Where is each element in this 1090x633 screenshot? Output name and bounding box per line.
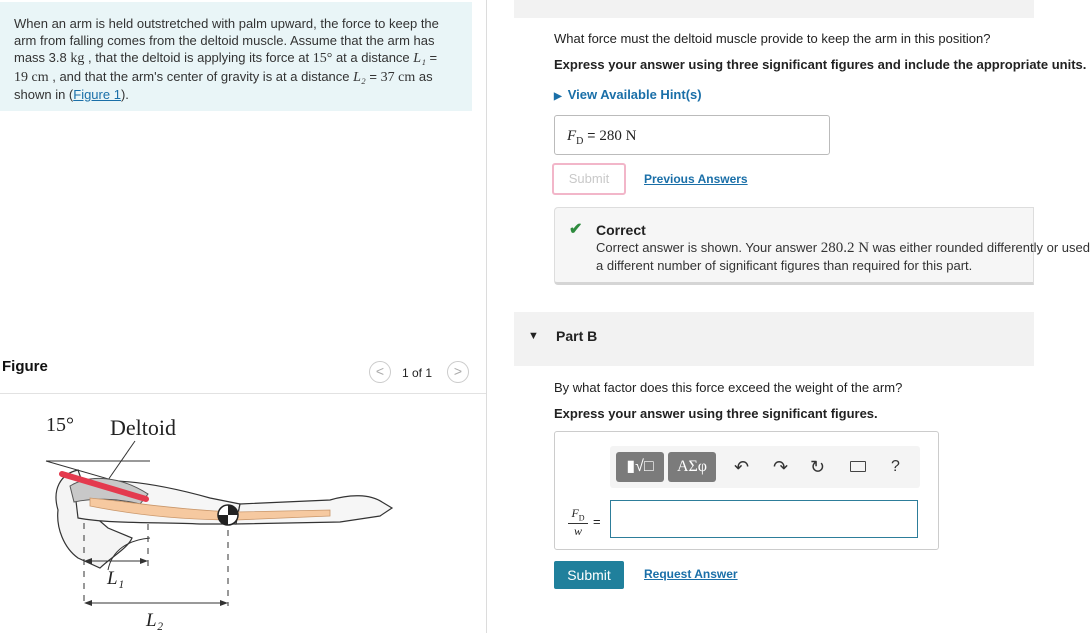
equals-sign: = (583, 127, 600, 143)
text: as (415, 68, 433, 84)
caret-right-icon: ▶ (554, 91, 562, 102)
previous-answers-link[interactable]: Previous Answers (644, 172, 748, 186)
request-answer-link[interactable]: Request Answer (644, 567, 738, 581)
fraction-denominator: w (573, 524, 582, 539)
figure-link[interactable]: Figure 1 (73, 86, 121, 102)
problem-statement (0, 2, 472, 111)
var-l2: L₂ (353, 69, 366, 85)
problem-line-5 (14, 86, 458, 103)
l2-value: 37 cm (380, 69, 416, 85)
feedback-title: Correct (596, 222, 646, 238)
keyboard-icon[interactable] (850, 461, 866, 472)
reset-icon[interactable]: ↻ (810, 457, 826, 477)
text: at a distance (332, 50, 414, 66)
divider (0, 393, 486, 394)
part-b-header[interactable] (514, 312, 1034, 366)
unit-kg: kg (70, 51, 85, 67)
editor-toolbar (610, 446, 920, 488)
text: = (365, 68, 381, 84)
deltoid-label: Deltoid (110, 415, 176, 440)
var-l1: L₁ (413, 51, 426, 67)
undo-icon[interactable]: ↶ (734, 457, 750, 477)
submitted-value: 280.2 N (820, 240, 870, 256)
part-b-title: Part B (556, 328, 598, 344)
right-panel (487, 0, 1090, 633)
l1-value: 19 cm (14, 69, 49, 85)
figure-title: Figure (2, 358, 48, 375)
part-b-answer-input[interactable] (610, 500, 918, 538)
problem-line-2: arm from falling comes from the deltoid muscle. Assume that the arm has (14, 33, 435, 49)
view-hints-link[interactable] (554, 87, 702, 102)
arrowhead (220, 600, 228, 606)
answer-variable (567, 128, 584, 147)
forearm (236, 496, 392, 524)
redo-icon[interactable]: ↷ (773, 457, 789, 477)
part-b-instruction: Express your answer using three significant figures. (554, 406, 878, 421)
text: ). (120, 86, 129, 102)
top-band (514, 0, 1034, 18)
greek-symbols-button[interactable]: ΑΣφ (668, 452, 716, 482)
figure-pager-text: 1 of 1 (402, 366, 433, 380)
angle-value: 15° (312, 51, 333, 67)
help-icon[interactable]: ? (891, 458, 900, 475)
text: = (425, 50, 438, 66)
part-a-instruction: Express your answer using three significant figures and include the appropriate units. (554, 57, 1087, 72)
text: , and that the arm's center of gravity is at a distance (48, 68, 354, 84)
templates-button[interactable]: ▮√□ (616, 452, 664, 482)
part-a-question: What force must the deltoid muscle provide to keep the arm in this position? (554, 31, 991, 46)
var-sub: D (576, 136, 584, 147)
part-a-answer-field[interactable] (554, 115, 830, 155)
answer-value: 280 N (599, 128, 637, 144)
text: , that the deltoid is applying its force at (84, 50, 313, 66)
l1-label: L₁ (107, 568, 125, 589)
equals-sign: = (593, 514, 601, 529)
previous-figure-button[interactable]: < (369, 361, 391, 383)
text: was either rounded differently or used (869, 240, 1090, 255)
text: mass 3.8 (14, 50, 71, 66)
fraction-label (568, 506, 588, 539)
part-a-submit-button[interactable]: Submit (552, 163, 626, 195)
math-editor (554, 431, 939, 550)
text: shown in ( (14, 86, 74, 102)
problem-line-1: When an arm is held outstretched with palm upward, the force to keep the (14, 16, 439, 31)
problem-line-4 (14, 68, 458, 86)
caret-down-icon: ▼ (528, 330, 539, 342)
arrowhead (84, 600, 92, 606)
part-b-submit-button[interactable]: Submit (554, 561, 624, 589)
hints-label: View Available Hint(s) (567, 87, 702, 102)
text: Correct answer is shown. Your answer (596, 240, 821, 255)
feedback-box (554, 207, 1090, 285)
fraction-numerator (568, 506, 588, 524)
feedback-line-2: a different number of significant figures than required for this part. (596, 258, 973, 273)
part-b-question: By what factor does this force exceed the weight of the arm? (554, 380, 903, 395)
feedback-text (596, 239, 1090, 274)
num-var: F (571, 506, 579, 520)
left-panel (0, 0, 486, 633)
problem-line-3 (14, 49, 458, 67)
l2-label: L₂ (146, 610, 164, 631)
arm-figure (0, 398, 486, 633)
check-icon: ✔ (569, 221, 583, 238)
var-f: F (567, 128, 577, 144)
next-figure-button[interactable]: > (447, 361, 469, 383)
num-sub: D (578, 513, 585, 523)
arrowhead (140, 558, 148, 564)
angle-label: 15° (46, 414, 74, 436)
feedback-line-1 (596, 239, 1090, 257)
